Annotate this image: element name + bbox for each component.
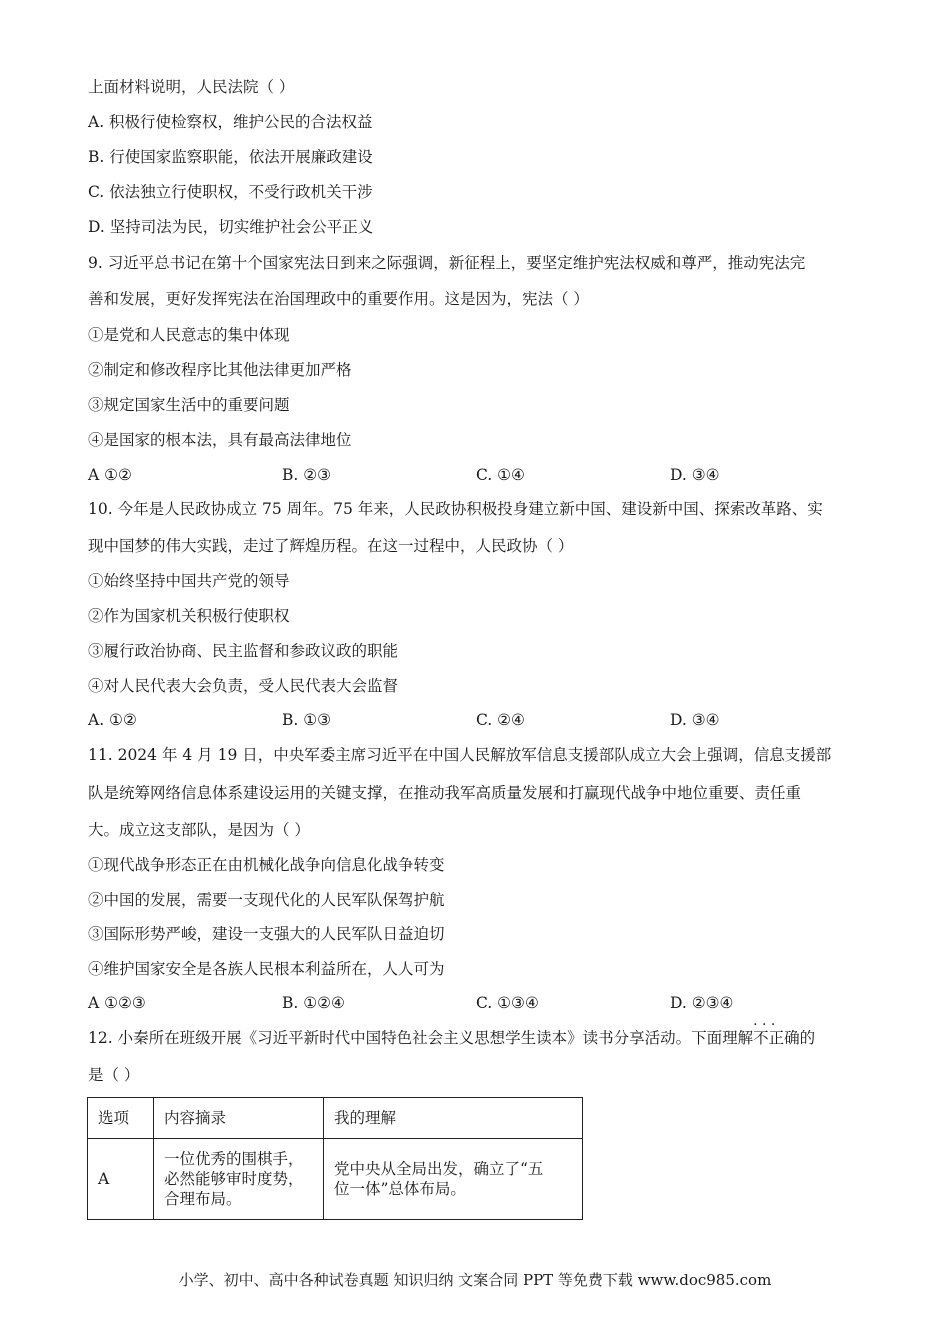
q10-choice-c: C. ②④	[476, 711, 525, 729]
understanding-line: 位一体”总体布局。	[334, 1180, 466, 1198]
q12-stem-line1	[88, 1028, 815, 1048]
q11-choice-b: B. ①②④	[282, 994, 345, 1012]
q12-emphasis-text: 不正确 · · ·	[753, 1029, 800, 1047]
q10-stem-line1: 10. 今年是人民政协成立 75 周年。75 年来，人民政协积极投身建立新中国、建设新中国、探索改革路、实	[88, 500, 823, 518]
q12-stem-text-a: 12. 小秦所在班级开展《习近平新时代中国特色社会主义思想学生读本》读书分享活动。下面理解	[88, 1029, 754, 1047]
q11-stem-line3: 大。成立这支部队，是因为（ ）	[88, 821, 310, 839]
q8-option-c: C. 依法独立行使职权，不受行政机关干涉	[88, 183, 373, 201]
q8-stem: 上面材料说明，人民法院（ ）	[88, 78, 295, 96]
q9-item-1: ①是党和人民意志的集中体现	[88, 326, 290, 344]
q10-item-2: ②作为国家机关积极行使职权	[88, 607, 290, 625]
q9-stem-line2: 善和发展，更好发挥宪法在治国理政中的重要作用。这是因为，宪法（ ）	[88, 290, 589, 308]
header-option: 选项	[88, 1098, 154, 1139]
row-a-excerpt	[154, 1139, 324, 1220]
q9-item-2: ②制定和修改程序比其他法律更加严格	[88, 361, 352, 379]
q11-item-1: ①现代战争形态正在由机械化战争向信息化战争转变	[88, 856, 445, 874]
q11-item-2: ②中国的发展，需要一支现代化的人民军队保驾护航	[88, 891, 445, 909]
table-row	[88, 1139, 583, 1220]
q9-choice-d: D. ③④	[670, 466, 720, 484]
q11-choice-d: D. ②③④	[670, 994, 734, 1012]
q10-stem-line2: 现中国梦的伟大实践，走过了辉煌历程。在这一过程中，人民政协（ ）	[88, 537, 574, 555]
header-understanding: 我的理解	[324, 1098, 583, 1139]
q11-item-4: ④维护国家安全是各族人民根本利益所在，人人可为	[88, 960, 445, 978]
q10-choice-a: A. ①②	[88, 711, 137, 729]
q10-choice-b: B. ①③	[282, 711, 332, 729]
q9-item-4: ④是国家的根本法，具有最高法律地位	[88, 431, 352, 449]
q11-stem-line1: 11. 2024 年 4 月 19 日，中央军委主席习近平在中国人民解放军信息支援部队成立大会上强调，信息支援部	[88, 746, 832, 764]
excerpt-line: 一位优秀的围棋手，	[164, 1150, 304, 1168]
q8-option-b: B. 行使国家监察职能，依法开展廉政建设	[88, 148, 373, 166]
q9-stem-line1: 9. 习近平总书记在第十个国家宪法日到来之际强调，新征程上，要坚定维护宪法权威和尊严，推动宪法完	[88, 254, 806, 272]
excerpt-line: 必然能够审时度势，	[164, 1170, 304, 1188]
q11-stem-line2: 队是统筹网络信息体系建设运用的关键支撑，在推动我军高质量发展和打赢现代战争中地位重要、责任重	[88, 784, 802, 802]
q10-item-1: ①始终坚持中国共产党的领导	[88, 572, 290, 590]
page-footer: 小学、初中、高中各种试卷真题 知识归纳 文案合同 PPT 等免费下载 www.doc985.com	[178, 1271, 772, 1289]
q8-option-d: D. 坚持司法为民，切实维护社会公平正义	[88, 218, 374, 236]
understanding-line: 党中央从全局出发，确立了“五	[334, 1160, 544, 1178]
q8-option-a: A. 积极行使检察权，维护公民的合法权益	[88, 113, 373, 131]
q9-item-3: ③规定国家生活中的重要问题	[88, 396, 290, 414]
row-a-understanding	[324, 1139, 583, 1220]
excerpt-line: 合理布局。	[164, 1190, 242, 1208]
q11-choice-a: A ①②③	[88, 994, 146, 1012]
header-excerpt: 内容摘录	[154, 1098, 324, 1139]
q11-choice-c: C. ①③④	[476, 994, 539, 1012]
q12-table	[87, 1097, 583, 1220]
table-header-row	[88, 1098, 583, 1139]
q12-stem-line2: 是（ ）	[88, 1066, 140, 1084]
row-a-option: A	[88, 1139, 154, 1220]
q9-choice-b: B. ②③	[282, 466, 332, 484]
q10-choice-d: D. ③④	[670, 711, 720, 729]
q11-item-3: ③国际形势严峻，建设一支强大的人民军队日益迫切	[88, 925, 445, 943]
q9-choice-a: A ①②	[88, 466, 132, 484]
q10-item-4: ④对人民代表大会负责，受人民代表大会监督	[88, 677, 399, 695]
q9-choice-c: C. ①④	[476, 466, 525, 484]
q12-stem-text-b: 的	[799, 1029, 816, 1047]
q10-item-3: ③履行政治协商、民主监督和参政议政的职能	[88, 642, 399, 660]
